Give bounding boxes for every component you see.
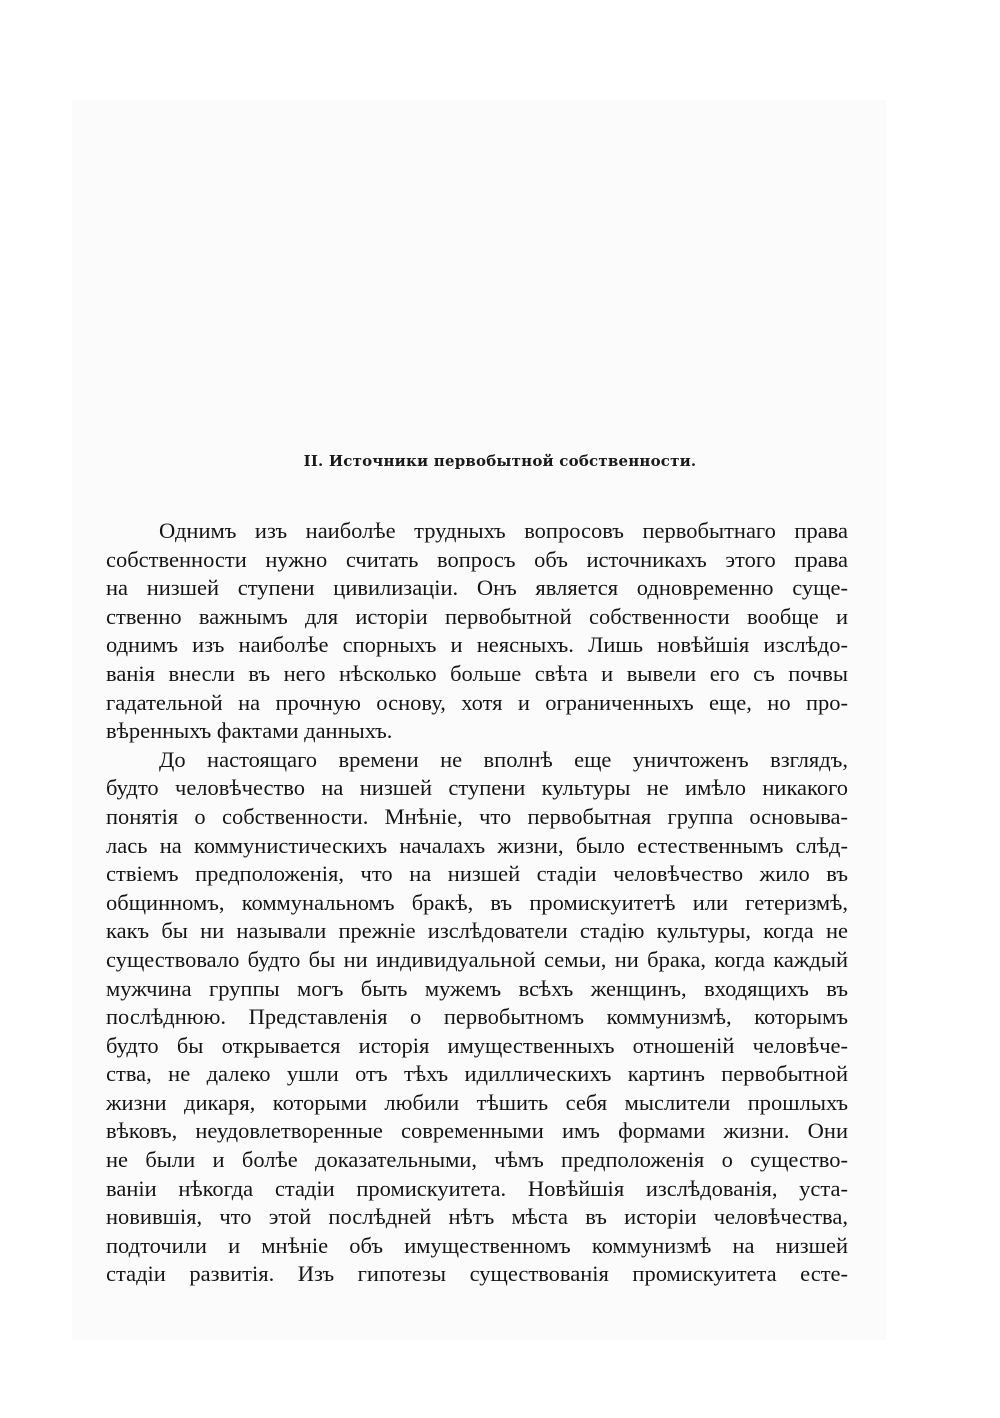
text-line: ства, не далеко ушли отъ тѣхъ идиллическихъ картинъ первобытной (106, 1061, 848, 1087)
text-line: мужчина группы могъ быть мужемъ всѣхъ женщинъ, входящихъ въ (106, 975, 848, 1001)
text-line: понятія о собственности. Мнѣніе, что первобытная группа основыва- (106, 803, 848, 829)
text-line: однимъ изъ наиболѣе спорныхъ и неясныхъ. Лишь новѣйшія изслѣдо- (106, 632, 848, 658)
text-line: собственности нужно считать вопросъ объ источникахъ этого права (106, 546, 848, 572)
body-text (106, 517, 848, 1289)
text-line: ванія внесли въ него нѣсколько больше свѣта и вывели его съ почвы (106, 660, 848, 686)
text-line: стадіи развитія. Изъ гипотезы существованія промискуитета есте- (106, 1261, 848, 1287)
text-line: подточили и мнѣніе объ имущественномъ коммунизмѣ на низшей (106, 1232, 848, 1258)
text-line: общинномъ, коммунальномъ бракѣ, въ промискуитетѣ или гетеризмѣ, (106, 889, 848, 915)
text-line: лась на коммунистическихъ началахъ жизни, было естественнымъ слѣд- (106, 832, 848, 858)
text-line: вѣренныхъ фактами данныхъ. (106, 718, 393, 744)
section-heading: II. Источники первобытной собственности. (303, 452, 697, 470)
text-line: Однимъ изъ наиболѣе трудныхъ вопросовъ первобытнаго права (159, 518, 848, 543)
text-line: ствіемъ предположенія, что на низшей стадіи человѣчество жило въ (106, 861, 848, 887)
text-line: существовало будто бы ни индивидуальной семьи, ни брака, когда каждый (106, 946, 848, 972)
text-line: гадательной на прочную основу, хотя и ограниченныхъ еще, но про- (106, 689, 848, 715)
text-line: жизни дикаря, которыми любили тѣшить себя мыслители прошлыхъ (106, 1089, 848, 1115)
text-line: До настоящаго времени не вполнѣ еще уничтоженъ взглядъ, (159, 746, 848, 772)
text-line: вѣковъ, неудовлетворенные современными имъ формами жизни. Они (106, 1118, 848, 1144)
text-line: не были и болѣе доказательными, чѣмъ предположенія о существо- (106, 1147, 848, 1173)
text-line: новившія, что этой послѣдней нѣтъ мѣста въ исторіи человѣчества, (106, 1204, 848, 1230)
text-line: ваніи нѣкогда стадіи промискуитета. Новѣйшія изслѣдованія, уста- (106, 1175, 848, 1201)
text-line: послѣднюю. Представленія о первобытномъ коммунизмѣ, которымъ (106, 1004, 848, 1030)
text-line: какъ бы ни называли прежніе изслѣдователи стадію культуры, когда не (106, 918, 848, 944)
text-line: будто бы открывается исторія имущественныхъ отношеній человѣче- (106, 1032, 848, 1058)
text-line: ственно важнымъ для исторіи первобытной собственности вообще и (106, 603, 848, 629)
text-line: будто человѣчество на низшей ступени культуры не имѣло никакого (106, 775, 848, 801)
text-line: на низшей ступени цивилизаціи. Онъ является одновременно суще- (106, 575, 848, 601)
